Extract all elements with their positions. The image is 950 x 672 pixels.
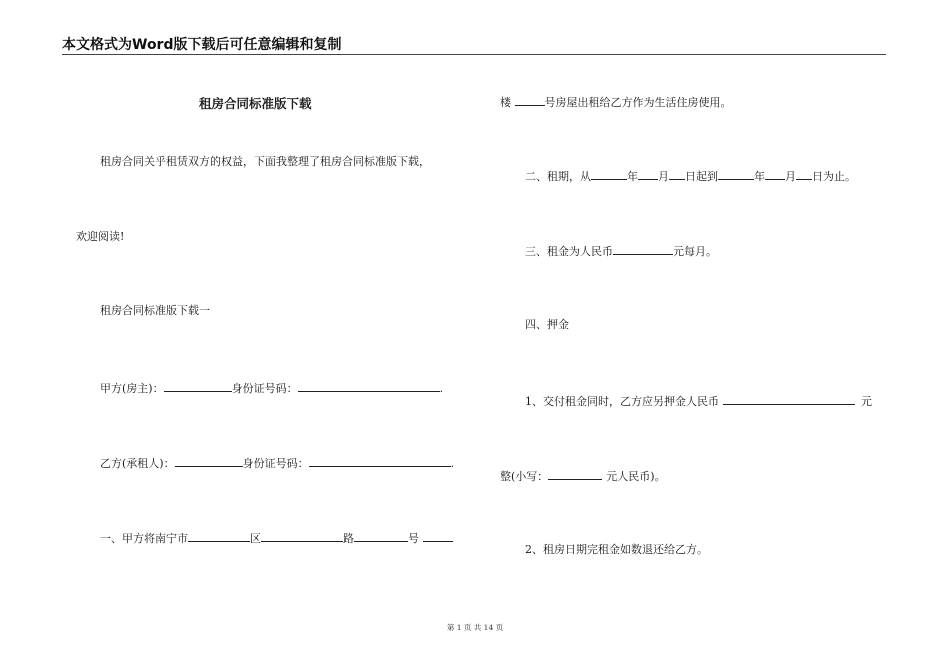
number-label: 号 (408, 532, 419, 545)
end-day-blank[interactable] (796, 168, 812, 180)
party-b-id-blank[interactable] (309, 455, 451, 467)
start-day-blank[interactable] (669, 168, 685, 180)
right-column (500, 0, 890, 672)
floor-blank[interactable] (515, 94, 545, 106)
deposit-1-suffix: 元 (861, 395, 872, 408)
start-year-label: 年 (627, 170, 638, 183)
end-day-label: 日为止。 (812, 170, 856, 183)
rent-prefix: 三、租金为人民币 (525, 245, 613, 258)
deposit-amount-blank[interactable] (723, 393, 855, 405)
intro-line-1: 租房合同关乎租赁双方的权益，下面我整理了租房合同标准版下载， (100, 155, 430, 168)
page-footer (0, 622, 950, 633)
road-blank[interactable] (354, 530, 408, 542)
header-text: 本文格式为Word版下载后可任意编辑和复制 (62, 37, 342, 53)
end-month-blank[interactable] (765, 168, 785, 180)
party-a-id-label: 身份证号码： (231, 382, 298, 395)
start-month-blank[interactable] (638, 168, 658, 180)
deposit-1-prefix: 1、交付租金同时，乙方应另押金人民币 (525, 395, 719, 408)
rent-amount-blank[interactable] (613, 243, 673, 255)
party-b-name-blank[interactable] (175, 455, 243, 467)
party-b-label: 乙方(承租人)： (100, 457, 175, 470)
rent-line (525, 243, 717, 259)
road-label: 路 (343, 532, 354, 545)
party-a-name-blank[interactable] (164, 380, 232, 392)
deposit-clause-1 (525, 393, 872, 409)
deposit-clause-2: 2、租房日期完租金如数退还给乙方。 (525, 543, 708, 556)
party-b-end: . (450, 457, 455, 470)
rent-suffix: 元每月。 (673, 245, 717, 258)
left-column (62, 0, 482, 672)
end-year-blank[interactable] (718, 168, 754, 180)
floor-label: 楼 (500, 96, 511, 109)
deposit-clause-1-continuation (500, 468, 666, 484)
clause-1-continuation (500, 94, 732, 110)
party-a-end: . (439, 382, 444, 395)
district-blank[interactable] (261, 530, 343, 542)
intro-line-2: 欢迎阅读! (76, 230, 125, 243)
party-a-id-blank[interactable] (298, 380, 440, 392)
end-year-label: 年 (754, 170, 765, 183)
deposit-cont-prefix: 整(小写： (500, 470, 549, 483)
clause-1-prefix: 一、甲方将南宁市 (100, 532, 188, 545)
clause-1-continuation-text: 号房屋出租给乙方作为生活住房使用。 (544, 96, 732, 109)
district-label: 区 (250, 532, 261, 545)
lease-term-line (525, 168, 856, 184)
page-number: 第 1 页 共 14 页 (446, 623, 504, 632)
party-a-line (100, 380, 443, 396)
city-blank[interactable] (188, 530, 250, 542)
document-title: 租房合同标准版下载 (199, 96, 312, 111)
start-year-blank[interactable] (591, 168, 627, 180)
party-b-line (100, 455, 454, 471)
party-a-label: 甲方(房主)： (100, 382, 164, 395)
end-month-label: 月 (785, 170, 796, 183)
deposit-heading: 四、押金 (525, 318, 569, 331)
section-subtitle: 租房合同标准版下载一 (100, 304, 210, 317)
deposit-cont-suffix: 元人民币)。 (606, 470, 666, 483)
start-month-label: 月 (658, 170, 669, 183)
clause-1-line (100, 530, 453, 546)
deposit-lowercase-blank[interactable] (548, 468, 602, 480)
term-prefix: 二、租期，从 (525, 170, 591, 183)
party-b-id-label: 身份证号码： (242, 457, 309, 470)
start-day-label: 日起到 (685, 170, 718, 183)
number-blank[interactable] (423, 530, 453, 542)
